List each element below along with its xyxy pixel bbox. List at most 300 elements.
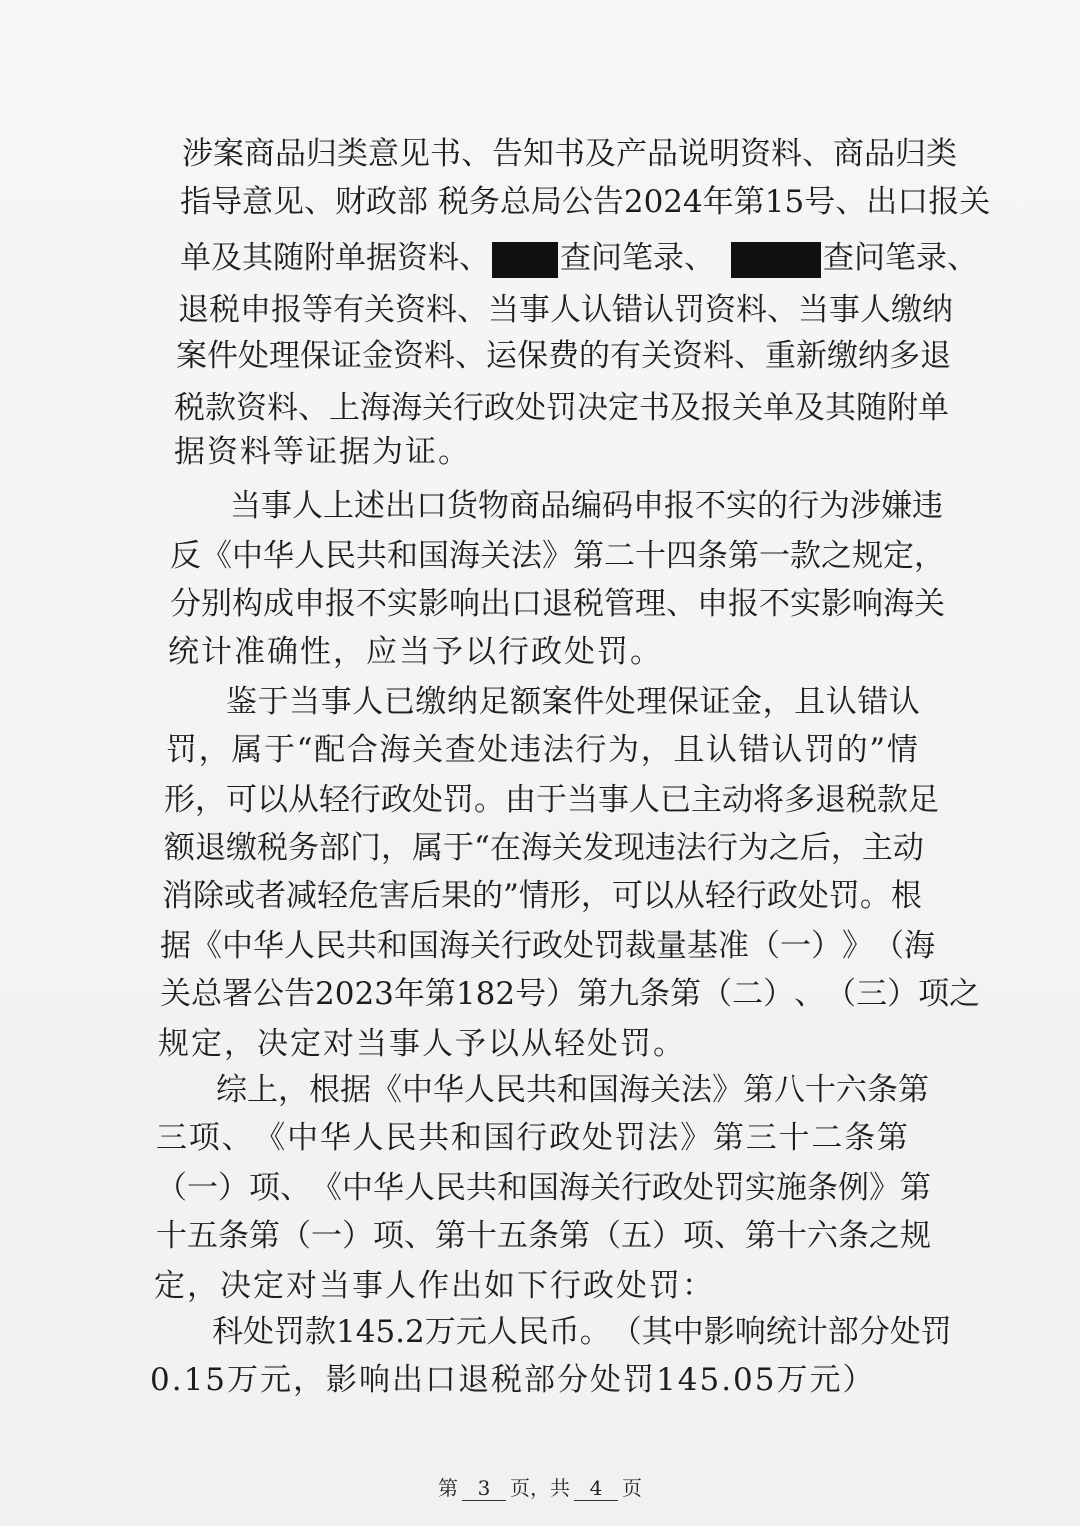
- char: 影: [418, 586, 449, 622]
- footer-suffix: 页: [622, 1476, 642, 1500]
- char: 二: [604, 538, 635, 574]
- char: 、: [298, 390, 329, 426]
- char: 告: [592, 184, 624, 220]
- char: 十: [466, 1218, 497, 1254]
- char: 商: [509, 488, 540, 524]
- char: 处: [412, 782, 443, 818]
- char: 归: [895, 136, 926, 172]
- char: 由: [505, 782, 536, 818]
- char: 形: [549, 878, 581, 914]
- char: 款: [790, 538, 821, 574]
- char: 法: [681, 1072, 712, 1108]
- char: 八: [774, 1072, 805, 1108]
- char: 认: [581, 292, 612, 328]
- char: 出: [385, 488, 416, 524]
- char: 从: [673, 878, 705, 914]
- char: 书: [430, 136, 461, 172]
- char: 货: [447, 488, 478, 524]
- char: 国: [408, 928, 439, 964]
- text-line-19: 规定，决定对当事人予以从轻处罚。: [158, 1026, 686, 1062]
- char: 金: [362, 338, 393, 374]
- char: 关: [422, 390, 453, 426]
- char: 报: [325, 586, 356, 622]
- char: 料: [426, 292, 457, 328]
- char: 。: [859, 878, 891, 914]
- char: 关: [590, 1170, 621, 1206]
- char: （: [825, 976, 857, 1012]
- char: ，: [914, 538, 945, 574]
- char: 退: [920, 338, 951, 374]
- char: 条: [844, 1120, 876, 1156]
- char: 申: [697, 586, 728, 622]
- char: 号: [804, 184, 836, 220]
- char: 、: [280, 1170, 311, 1206]
- char: 认: [888, 684, 920, 720]
- char: 一: [311, 1218, 342, 1254]
- char: 合: [346, 732, 378, 768]
- char: ，: [640, 732, 672, 768]
- char: 退: [178, 292, 209, 328]
- char: 人: [629, 782, 660, 818]
- char: 嫌: [881, 488, 912, 524]
- char: 告: [492, 136, 523, 172]
- char: 件: [573, 684, 605, 720]
- text-line-3-before: 单及其随附单据资料、: [180, 240, 490, 276]
- char: 税: [174, 390, 205, 426]
- char: 182: [455, 976, 516, 1012]
- char: 条: [838, 1218, 869, 1254]
- char: ，: [381, 830, 412, 866]
- text-line-9: [170, 536, 945, 576]
- text-line-14: [164, 780, 939, 820]
- char: （: [156, 1170, 187, 1206]
- char: 报: [664, 488, 695, 524]
- char: 理: [635, 586, 666, 622]
- char: 案: [176, 338, 207, 374]
- char: 总: [191, 976, 222, 1012]
- char: 、: [734, 338, 765, 374]
- char: 第: [559, 1218, 590, 1254]
- char: 民: [517, 1314, 549, 1350]
- char: 十: [156, 1218, 187, 1254]
- char: 十: [805, 1072, 836, 1108]
- char: ，: [195, 782, 226, 818]
- char: 明: [709, 136, 740, 172]
- char: 之: [768, 830, 800, 866]
- total-page-number: 4: [574, 1476, 618, 1501]
- char: 关: [160, 976, 191, 1012]
- char: 申: [294, 586, 325, 622]
- char: 规: [852, 538, 883, 574]
- char: 条: [807, 1170, 838, 1206]
- char: 华: [373, 1170, 404, 1206]
- char: 附: [887, 390, 918, 426]
- char: 的: [579, 338, 610, 374]
- char: 第: [573, 538, 604, 574]
- char: 三: [856, 976, 888, 1012]
- char: 纳: [858, 338, 889, 374]
- char: 事: [829, 292, 860, 328]
- char: 品: [275, 136, 306, 172]
- char: 主: [861, 830, 893, 866]
- char: 务: [288, 830, 319, 866]
- char: 科: [212, 1314, 243, 1350]
- char: 查: [444, 732, 476, 768]
- char: 料: [736, 292, 767, 328]
- char: 十: [635, 538, 666, 574]
- char: 第: [435, 1218, 466, 1254]
- char: 《: [191, 928, 222, 964]
- char: 的: [836, 732, 868, 768]
- char: 足: [908, 782, 939, 818]
- char: 罚: [443, 782, 474, 818]
- char: 、: [457, 292, 488, 328]
- char: 从: [288, 782, 319, 818]
- char: 罚: [274, 1314, 305, 1350]
- char: 一: [187, 1170, 218, 1206]
- char: 码: [602, 488, 633, 524]
- char: 上: [247, 1072, 278, 1108]
- char: 之: [821, 538, 852, 574]
- char: 额: [510, 684, 542, 720]
- char: 以: [257, 782, 288, 818]
- char: 中: [287, 1120, 319, 1156]
- char: 、: [666, 586, 697, 622]
- char: 认: [771, 732, 803, 768]
- char: 》: [869, 1170, 900, 1206]
- char-space: [428, 182, 438, 222]
- text-line-4: [178, 290, 953, 330]
- char: 违: [510, 732, 542, 768]
- char: 减: [286, 878, 317, 914]
- char: 当: [798, 292, 829, 328]
- char: 海: [904, 928, 935, 964]
- char: 报: [728, 586, 759, 622]
- char: 可: [611, 878, 643, 914]
- char: 涉: [850, 488, 881, 524]
- char: 《: [201, 538, 232, 574]
- char: 华: [253, 928, 284, 964]
- char: 2024: [623, 184, 703, 220]
- char: 部: [827, 1314, 859, 1350]
- char: 影: [703, 1314, 735, 1350]
- char: 上: [323, 488, 354, 524]
- char: 施: [776, 1170, 807, 1206]
- char: 主: [691, 782, 722, 818]
- char: 意: [242, 184, 273, 220]
- char: 民: [315, 928, 346, 964]
- char: 行: [350, 782, 381, 818]
- char: 错: [738, 732, 770, 768]
- char: 三: [745, 1120, 777, 1156]
- char: 危: [348, 878, 379, 914]
- char: 当: [230, 488, 261, 524]
- char: 将: [753, 782, 784, 818]
- redaction-block: [492, 242, 558, 278]
- char: 上: [329, 390, 360, 426]
- char: 处: [889, 1314, 921, 1350]
- char: 轻: [704, 878, 736, 914]
- char: 及: [585, 136, 616, 172]
- char: 之: [869, 1218, 900, 1254]
- char: 多: [784, 782, 815, 818]
- char: 错: [857, 684, 889, 720]
- char: 第: [249, 1218, 280, 1254]
- text-line-12: [226, 682, 920, 722]
- char: 号: [515, 976, 547, 1012]
- text-line-6: [174, 388, 949, 428]
- text-line-15: [164, 828, 924, 868]
- char: 基: [687, 928, 718, 964]
- char: 指: [180, 184, 211, 220]
- char: 元: [455, 1314, 487, 1350]
- char: 华: [263, 538, 294, 574]
- char: ，: [198, 732, 230, 768]
- char: 物: [478, 488, 509, 524]
- text-line-18: [160, 974, 981, 1014]
- char: 额: [164, 830, 195, 866]
- char: 出: [866, 184, 898, 220]
- char: 资: [672, 338, 703, 374]
- char: “: [474, 830, 490, 866]
- char: 报: [928, 184, 960, 220]
- char: 公: [253, 976, 284, 1012]
- char: 消: [162, 878, 193, 914]
- char: 多: [889, 338, 920, 374]
- char: 项: [683, 1218, 714, 1254]
- char: 民: [495, 1072, 526, 1108]
- char: 编: [571, 488, 602, 524]
- text-line-13: [166, 730, 918, 770]
- char: 》: [680, 1120, 712, 1156]
- char: 一: [759, 538, 790, 574]
- char: 和: [557, 1072, 588, 1108]
- char: 当: [567, 782, 598, 818]
- char: 海: [520, 830, 552, 866]
- char: 条: [639, 976, 671, 1012]
- text-line-25: [212, 1312, 952, 1352]
- char: 于: [257, 684, 289, 720]
- char: 动: [722, 782, 753, 818]
- char: 响: [449, 586, 480, 622]
- char: 商: [244, 136, 275, 172]
- char: 书: [639, 390, 670, 426]
- char: 缴: [827, 338, 858, 374]
- char: 国: [588, 1072, 619, 1108]
- char: 罚: [674, 292, 705, 328]
- char: 民: [385, 1120, 417, 1156]
- char: 处: [604, 684, 636, 720]
- char: 属: [412, 830, 443, 866]
- char: 第: [898, 1072, 929, 1108]
- char: 缴: [415, 684, 447, 720]
- char: 罚: [714, 1170, 745, 1206]
- char: 政: [532, 928, 563, 964]
- char: 和: [497, 1170, 528, 1206]
- char: 六: [836, 1072, 867, 1108]
- text-line-3: [180, 238, 978, 278]
- char: 华: [319, 1120, 351, 1156]
- char: 报: [701, 390, 732, 426]
- char: 中: [342, 1170, 373, 1206]
- char: 九: [608, 976, 640, 1012]
- text-line-17: [160, 926, 935, 966]
- char: 五: [621, 1218, 652, 1254]
- char: 现: [613, 830, 645, 866]
- char: 、: [304, 184, 335, 220]
- char: 资: [740, 136, 771, 172]
- char: 《: [371, 1072, 402, 1108]
- char: 动: [892, 830, 924, 866]
- char: 品: [864, 136, 895, 172]
- char: 别: [201, 586, 232, 622]
- text-line-3-after: 查问笔录、: [823, 240, 978, 276]
- redaction-block: [731, 242, 821, 278]
- char: 共: [356, 538, 387, 574]
- text-line-20: [216, 1070, 929, 1110]
- char: 关: [732, 390, 763, 426]
- char: 条: [218, 1218, 249, 1254]
- char: 或: [224, 878, 255, 914]
- char: 定: [608, 390, 639, 426]
- char: 法: [675, 830, 707, 866]
- text-line-2: [180, 182, 991, 222]
- char: 违: [644, 830, 676, 866]
- char: 华: [433, 1072, 464, 1108]
- char: 法: [647, 1120, 679, 1156]
- char: 五: [187, 1218, 218, 1254]
- footer-middle: 页，共: [510, 1476, 570, 1500]
- char: 鉴: [226, 684, 257, 720]
- char: 人: [464, 1072, 495, 1108]
- char: 案: [541, 684, 573, 720]
- char: 、: [835, 184, 867, 220]
- char: 料: [703, 338, 734, 374]
- char: 据: [340, 1072, 371, 1108]
- char: 件: [207, 338, 238, 374]
- char: 品: [647, 136, 678, 172]
- char: 于: [263, 732, 295, 768]
- char: 实: [745, 1170, 776, 1206]
- char: 款: [205, 390, 236, 426]
- char: 人: [550, 292, 581, 328]
- char: 。: [579, 1314, 611, 1350]
- char: 第: [577, 976, 609, 1012]
- char: 以: [642, 878, 674, 914]
- char: 关: [551, 830, 583, 866]
- text-line-24: 定，决定对当事人作出如下行政处罚：: [154, 1268, 715, 1304]
- char: 已: [660, 782, 691, 818]
- char: ）: [652, 1218, 683, 1254]
- char: 罚: [166, 732, 197, 768]
- char: 的: [472, 878, 503, 914]
- char: 六: [807, 1218, 838, 1254]
- char: 为: [608, 732, 640, 768]
- char: 人: [292, 488, 323, 524]
- char: 资: [236, 390, 267, 426]
- char: 、: [714, 1218, 745, 1254]
- char: 《: [311, 1170, 342, 1206]
- char: 项: [249, 1170, 280, 1206]
- char: 处: [797, 878, 829, 914]
- char: 其: [825, 390, 856, 426]
- char: 务: [468, 184, 500, 220]
- char: 万: [424, 1314, 456, 1350]
- char: （: [701, 976, 733, 1012]
- text-line-21: [156, 1118, 908, 1158]
- char: （: [590, 1218, 621, 1254]
- char: 行: [788, 488, 819, 524]
- char: 根: [890, 878, 922, 914]
- char: 罚: [920, 1314, 952, 1350]
- char: 料: [424, 338, 455, 374]
- char: 处: [581, 1120, 613, 1156]
- text-line-1: [182, 134, 957, 174]
- char: 第: [900, 1170, 931, 1206]
- char: 于: [443, 830, 474, 866]
- char: 行: [621, 1170, 652, 1206]
- char: 例: [838, 1170, 869, 1206]
- char: 中: [232, 538, 263, 574]
- char: 部: [397, 184, 428, 220]
- char: 署: [222, 976, 253, 1012]
- char: 罚: [546, 390, 577, 426]
- char: 者: [255, 878, 286, 914]
- char: 关: [412, 732, 444, 768]
- char: 海: [559, 1170, 590, 1206]
- text-line-23: [156, 1216, 931, 1256]
- char: 口: [897, 184, 929, 220]
- char: 量: [656, 928, 687, 964]
- char: 认: [825, 684, 857, 720]
- char: ）: [342, 1218, 373, 1254]
- char: 十: [778, 1120, 810, 1156]
- char: 其: [641, 1314, 673, 1350]
- char: ”: [869, 732, 886, 768]
- char: 政: [366, 184, 397, 220]
- char: 年: [393, 976, 425, 1012]
- char: 国: [483, 1120, 515, 1156]
- char: 第: [743, 1072, 774, 1108]
- char: 根: [309, 1072, 340, 1108]
- char: 退: [542, 586, 573, 622]
- text-line-5: [176, 336, 951, 376]
- char: 罚: [594, 928, 625, 964]
- text-line-8: [230, 486, 943, 526]
- char: 国: [418, 538, 449, 574]
- char: 二: [811, 1120, 843, 1156]
- char: 导: [211, 184, 242, 220]
- char: 报: [271, 292, 302, 328]
- char: 类: [926, 136, 957, 172]
- char: 料: [267, 390, 298, 426]
- char: 、: [221, 1120, 253, 1156]
- char: ”: [503, 878, 519, 914]
- char: 单: [763, 390, 794, 426]
- char: 第: [670, 976, 702, 1012]
- char: 民: [435, 1170, 466, 1206]
- char: 政: [652, 1170, 683, 1206]
- char: ）: [763, 976, 795, 1012]
- char: 资: [393, 338, 424, 374]
- text-line-22: [156, 1168, 931, 1208]
- char: 意: [368, 136, 399, 172]
- char: 料: [771, 136, 802, 172]
- char: 可: [226, 782, 257, 818]
- char: 保: [300, 338, 331, 374]
- char: （: [610, 1314, 642, 1350]
- char: 知: [523, 136, 554, 172]
